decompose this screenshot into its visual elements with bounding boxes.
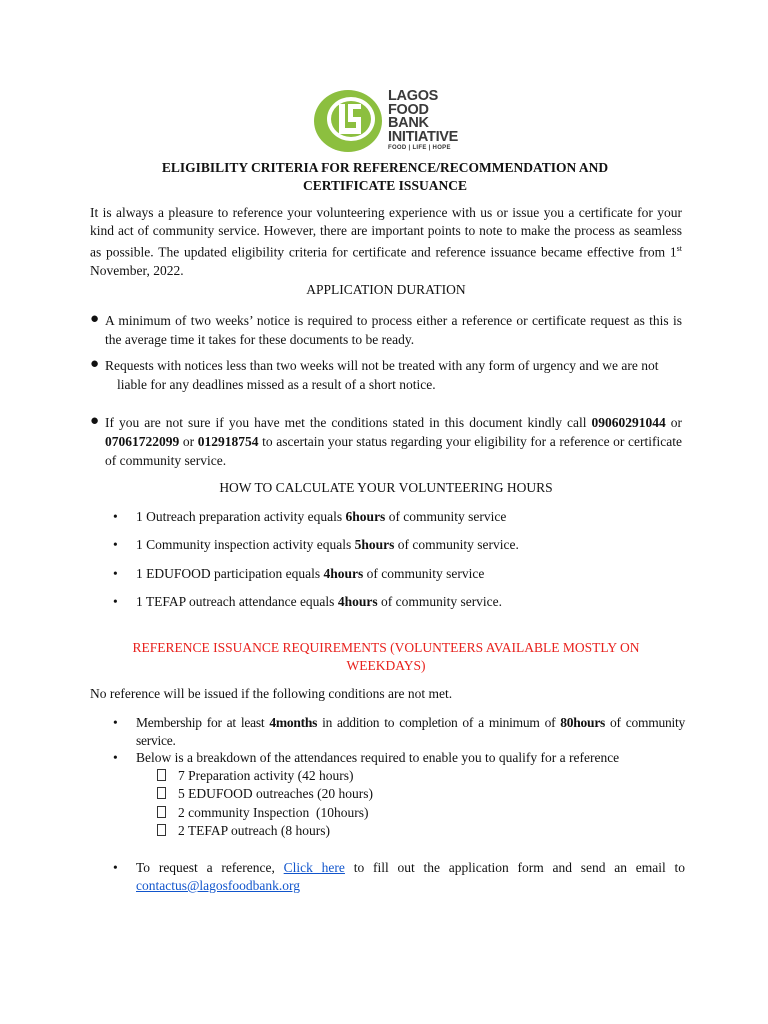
breakdown-item-text: 7 Preparation activity (42 hours) (178, 768, 354, 783)
requirement-membership-text (113, 714, 685, 750)
contact-or-1: or (670, 415, 683, 430)
title-line-1: ELIGIBILITY CRITERIA FOR REFERENCE/RECOMMENDATION AND (161, 160, 609, 175)
hours-item-pre: 1 EDUFOOD participation equals (136, 566, 321, 581)
requirement-months: 4months (269, 715, 318, 730)
hours-item-pre: 1 Outreach preparation activity equals (136, 509, 343, 524)
breakdown-item-text: 2 community Inspection (10hours) (178, 805, 369, 820)
checkbox-glyph-icon (157, 769, 166, 781)
request-post: to fill out the application form and send an email to (353, 860, 686, 875)
hours-item-text (113, 565, 685, 583)
hours-item-pre: 1 Community inspection activity equals (136, 537, 352, 552)
checkbox-glyph-icon (157, 806, 166, 818)
hours-item-text (113, 536, 685, 554)
intro-superscript: st (676, 244, 682, 253)
contact-email-link[interactable]: contactus@lagosfoodbank.org (136, 878, 301, 893)
reference-intro: No reference will be issued if the following conditions are not met. (90, 686, 453, 701)
bullet-dot-icon: • (113, 715, 118, 730)
lagos-food-bank-logo (312, 88, 474, 154)
phone-number-2: 07061722099 (105, 434, 180, 449)
requirement-hours: 80hours (560, 715, 606, 730)
hours-item-value: 4hours (323, 566, 364, 581)
logo-line-bank: BANK (388, 115, 429, 131)
bullet-dot-icon: • (113, 750, 118, 765)
reference-heading-line-2: WEEKDAYS) (346, 658, 426, 673)
breakdown-item (157, 822, 330, 840)
hours-item-value: 6hours (345, 509, 386, 524)
requirement-membership-pre: Membership for at least (136, 715, 265, 730)
click-here-link[interactable]: Click here (283, 860, 345, 875)
checkbox-glyph-icon (157, 787, 166, 799)
hours-item-text (113, 593, 685, 611)
breakdown-item (157, 804, 368, 822)
contact-or-2: or (182, 434, 195, 449)
requirement-membership-mid: in addition to completion of a minimum of (322, 715, 556, 730)
duration-bullet-notice-text: A minimum of two weeks’ notice is required to process either a reference or certificate request as this is the average time it takes for these documents to be ready. (105, 313, 682, 347)
bullet-dot-icon: ● (90, 413, 100, 429)
checkbox-glyph-icon (157, 824, 166, 836)
duration-bullet-contact (90, 413, 682, 470)
volunteering-hours-heading: HOW TO CALCULATE YOUR VOLUNTEERING HOURS (219, 480, 553, 495)
bullet-dot-icon: • (113, 566, 118, 581)
hours-item (113, 593, 685, 611)
phone-number-3: 012918754 (197, 434, 259, 449)
logo-line-initiative: INITIATIVE (388, 128, 459, 145)
breakdown-item-text: 5 EDUFOOD outreaches (20 hours) (178, 786, 373, 801)
requirement-membership-post: of community service. (136, 715, 685, 748)
hours-item (113, 565, 685, 583)
requirement-membership (113, 714, 685, 750)
duration-bullet-urgency-line-1: Requests with notices less than two weeks will not be treated with any form of urgency and we are not (105, 358, 659, 373)
hours-item-post: of community service (388, 509, 507, 524)
bullet-dot-icon: • (113, 509, 118, 524)
bullet-dot-icon: • (113, 594, 118, 609)
bullet-dot-icon: ● (90, 311, 100, 327)
requirement-breakdown (113, 749, 685, 767)
hours-item (113, 536, 685, 554)
application-duration-heading: APPLICATION DURATION (306, 282, 466, 297)
intro-paragraph (90, 204, 682, 280)
breakdown-item (157, 785, 373, 803)
phone-number-1: 09060291044 (591, 415, 666, 430)
request-pre: To request a reference, (136, 860, 275, 875)
contact-pre: If you are not sure if you have met the conditions stated in this document kindly call (105, 415, 587, 430)
logo-line-lagos: LAGOS (388, 88, 439, 104)
hours-item-value: 5hours (354, 537, 395, 552)
bullet-dot-icon: • (113, 860, 118, 875)
hours-item-value: 4hours (337, 594, 378, 609)
duration-bullet-contact-text (90, 413, 682, 470)
logo-line-food: FOOD (388, 101, 429, 118)
hours-item-post: of community service (366, 566, 485, 581)
document-title (90, 159, 680, 195)
breakdown-item (157, 767, 353, 785)
bullet-dot-icon: ● (90, 356, 100, 372)
duration-bullet-notice (90, 311, 682, 349)
hours-item (113, 508, 685, 526)
requirement-request (113, 859, 685, 895)
hours-item-post: of community service. (397, 537, 519, 552)
contact-post: to ascertain your status regarding your eligibility for a reference or certificate of community service. (105, 434, 683, 468)
bullet-dot-icon: • (113, 537, 118, 552)
duration-bullet-urgency-line-2: liable for any deadlines missed as a result of a short notice. (117, 377, 436, 392)
requirement-request-text (113, 859, 685, 895)
logo-wordmark (388, 90, 458, 152)
intro-text: It is always a pleasure to reference your volunteering experience with us or issue you a certificate for your kind act of community service. However, there are important points to note to make the process as seamless as possible. The updated eligibility criteria for certificate and reference issuance became effective from 1 (90, 205, 682, 260)
title-line-2: CERTIFICATE ISSUANCE (303, 178, 467, 193)
hours-item-text (113, 508, 685, 526)
logo-mark-icon (312, 88, 384, 154)
requirement-breakdown-text: Below is a breakdown of the attendances required to enable you to qualify for a reference (136, 750, 620, 765)
logo-tagline: FOOD | LIFE | HOPE (388, 145, 451, 151)
duration-bullet-urgency (90, 356, 682, 394)
hours-item-pre: 1 TEFAP outreach attendance equals (136, 594, 335, 609)
hours-item-post: of community service. (380, 594, 503, 609)
reference-heading-line-1: REFERENCE ISSUANCE REQUIREMENTS (VOLUNTEERS AVAILABLE MOSTLY ON (132, 640, 640, 655)
reference-requirements-heading (90, 639, 682, 675)
intro-tail: November, 2022. (90, 262, 184, 278)
breakdown-item-text: 2 TEFAP outreach (8 hours) (178, 823, 330, 838)
